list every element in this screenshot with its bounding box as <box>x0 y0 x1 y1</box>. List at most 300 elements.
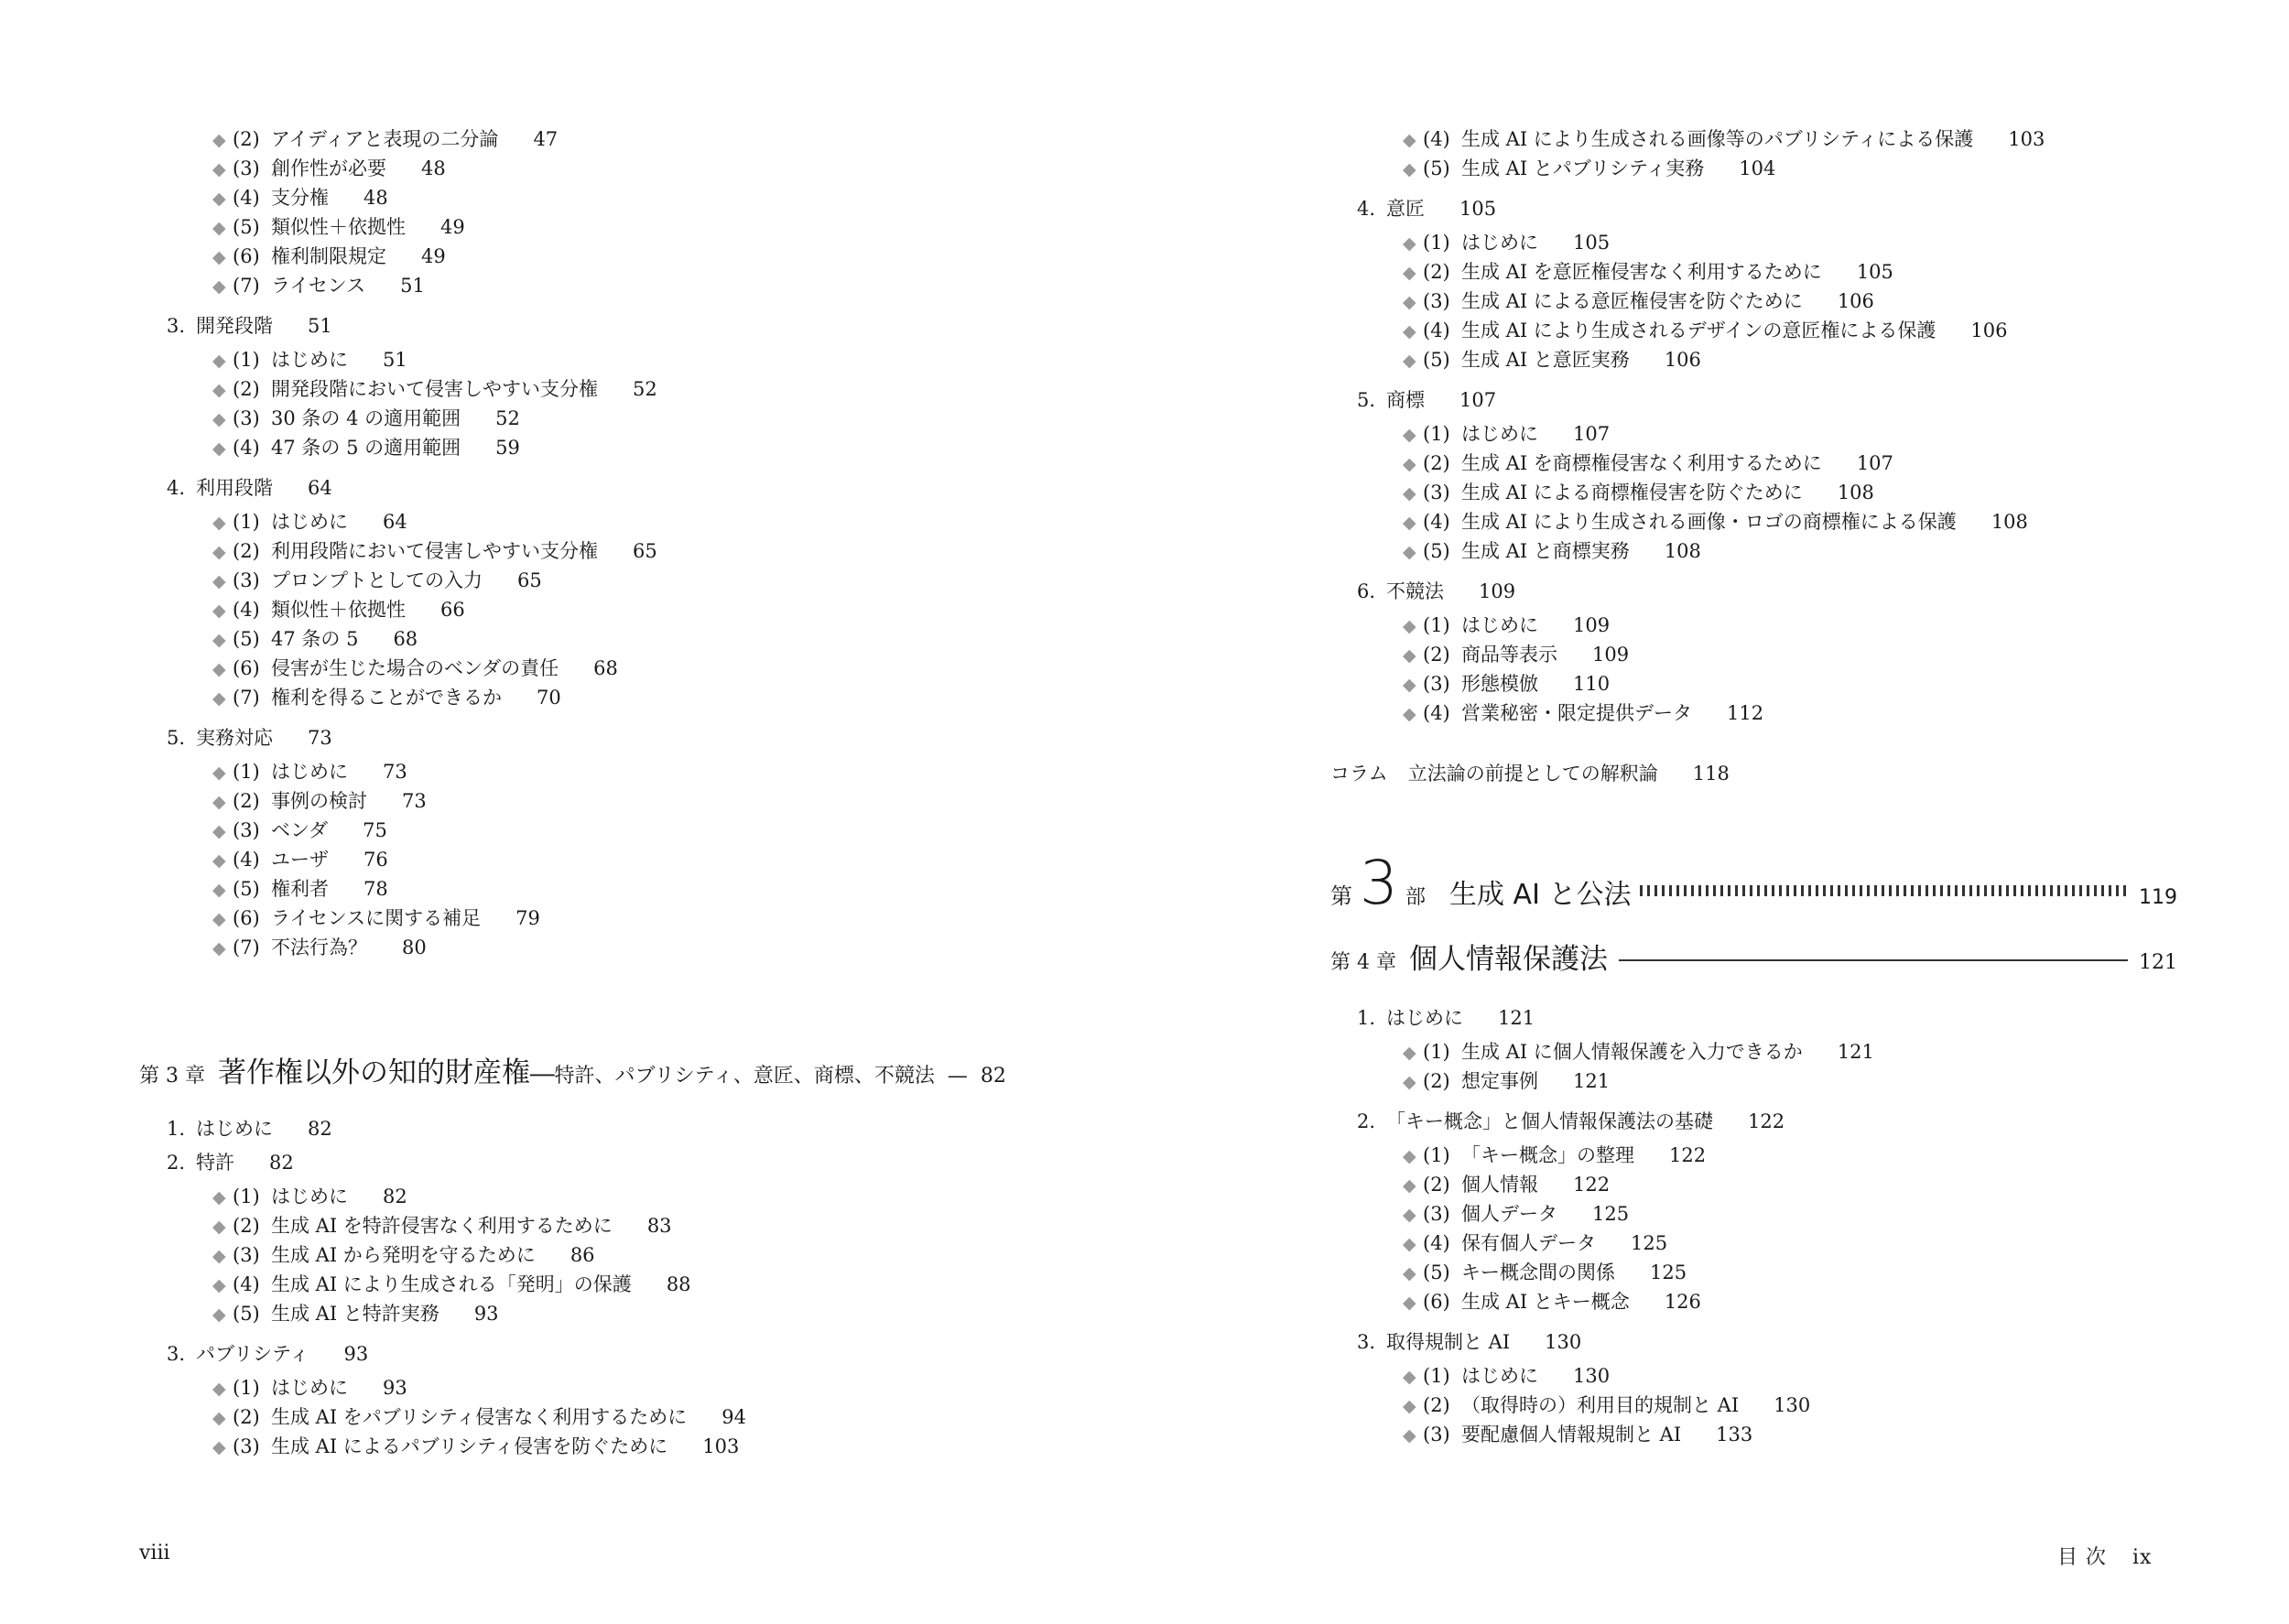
entry-page-number: 121 <box>1573 1070 1611 1092</box>
toc-subsection-entry <box>1403 1172 1610 1198</box>
entry-number: (4) <box>233 599 260 621</box>
entry-number: (5) <box>233 216 260 238</box>
toc-subsection-entry <box>212 1272 691 1298</box>
part-dot-leader <box>1640 885 2130 896</box>
diamond-bullet-icon: ◆ <box>1403 1293 1416 1313</box>
entry-title: 権利を得ることができるか <box>271 687 502 709</box>
entry-page-number: 109 <box>1592 644 1630 666</box>
entry-title: 開発段階 <box>196 315 273 337</box>
diamond-bullet-icon: ◆ <box>212 601 226 621</box>
diamond-bullet-icon: ◆ <box>212 513 226 533</box>
entry-page-number: 83 <box>646 1215 672 1237</box>
diamond-bullet-icon: ◆ <box>212 1217 226 1237</box>
entry-number: 4. <box>1357 198 1376 220</box>
toc-subsection-entry <box>212 376 657 403</box>
entry-title: 30 条の 4 の適用範囲 <box>271 407 461 429</box>
entry-title: はじめに <box>271 761 348 783</box>
chapter-dash: — <box>947 1065 968 1088</box>
column-entry <box>1330 761 1730 786</box>
entry-page-number: 75 <box>363 819 387 841</box>
entry-page-number: 48 <box>421 157 446 179</box>
toc-subsection-entry <box>1403 1422 1752 1448</box>
entry-number: 2. <box>167 1152 186 1174</box>
entry-page-number: 52 <box>495 407 520 429</box>
entry-page-number: 104 <box>1739 157 1776 179</box>
entry-title: はじめに <box>1461 423 1538 445</box>
entry-page-number: 82 <box>383 1186 407 1207</box>
entry-number: 4. <box>167 477 186 499</box>
entry-number: (6) <box>233 907 260 929</box>
diamond-bullet-icon: ◆ <box>212 247 226 267</box>
entry-title: はじめに <box>1461 1365 1538 1387</box>
toc-subsection-entry <box>212 1213 672 1240</box>
entry-title: 生成 AI をパブリシティ侵害なく利用するために <box>271 1406 688 1428</box>
entry-page-number: 110 <box>1573 673 1611 695</box>
entry-page-number: 73 <box>402 790 427 812</box>
entry-page-number: 105 <box>1459 198 1497 220</box>
entry-title: 不競法 <box>1386 580 1444 602</box>
entry-number: 3. <box>1357 1331 1376 1353</box>
toc-section-entry <box>167 475 332 501</box>
toc-subsection-entry <box>212 126 558 153</box>
toc-subsection-entry <box>1403 318 2007 344</box>
entry-number: (3) <box>233 569 260 591</box>
entry-page-number: 73 <box>308 727 332 749</box>
toc-subsection-entry <box>1403 421 1610 448</box>
entry-page-number: 133 <box>1716 1424 1753 1445</box>
toc-subsection-entry <box>1403 156 1775 182</box>
entry-number: (2) <box>233 128 260 150</box>
entry-page-number: 121 <box>1837 1041 1874 1063</box>
column-page: 118 <box>1692 763 1730 785</box>
diamond-bullet-icon: ◆ <box>1403 130 1416 150</box>
toc-subsection-entry <box>212 538 657 565</box>
toc-subsection-entry <box>212 214 465 241</box>
entry-page-number: 49 <box>440 216 465 238</box>
entry-title: 生成 AI により生成される画像・ロゴの商標権による保護 <box>1461 511 1957 533</box>
diamond-bullet-icon: ◆ <box>1403 1263 1416 1283</box>
entry-page-number: 130 <box>1774 1394 1811 1416</box>
entry-title: 生成 AI とパブリシティ実務 <box>1461 157 1705 179</box>
diamond-bullet-icon: ◆ <box>1403 1146 1416 1166</box>
entry-title: 47 条の 5 <box>271 628 359 650</box>
toc-subsection-entry <box>212 1375 407 1402</box>
entry-title: 生成 AI による商標権侵害を防ぐために <box>1461 482 1803 503</box>
toc-subsection-entry <box>212 244 446 270</box>
entry-page-number: 106 <box>1837 290 1874 312</box>
toc-subsection-entry <box>212 876 388 903</box>
entry-page-number: 105 <box>1573 232 1611 254</box>
diamond-bullet-icon: ◆ <box>212 1305 226 1325</box>
entry-number: (1) <box>233 1377 260 1399</box>
diamond-bullet-icon: ◆ <box>212 438 226 459</box>
chapter-label: 第 3 章 <box>139 1065 205 1088</box>
toc-subsection-entry <box>212 435 520 461</box>
entry-page-number: 93 <box>343 1343 369 1365</box>
chapter-3-heading <box>139 1049 1006 1090</box>
diamond-bullet-icon: ◆ <box>212 276 226 297</box>
toc-subsection-entry <box>212 1184 407 1210</box>
entry-page-number: 52 <box>633 378 657 400</box>
toc-subsection-entry <box>212 817 387 844</box>
toc-subsection-entry <box>212 185 388 211</box>
entry-number: (6) <box>233 245 260 267</box>
entry-page-number: 106 <box>1970 319 2008 341</box>
entry-page-number: 64 <box>308 477 332 499</box>
toc-subsection-entry <box>212 347 407 374</box>
entry-number: (3) <box>233 157 260 179</box>
diamond-bullet-icon: ◆ <box>212 1275 226 1295</box>
toc-subsection-entry <box>212 759 407 785</box>
entry-title: ユーザ <box>271 849 329 871</box>
entry-title: はじめに <box>1386 1007 1463 1029</box>
diamond-bullet-icon: ◆ <box>1403 645 1416 666</box>
chapter-rule <box>1619 959 2128 961</box>
entry-number: (2) <box>233 1406 260 1428</box>
entry-number: (5) <box>233 878 260 900</box>
entry-number: (1) <box>1423 232 1450 254</box>
diamond-bullet-icon: ◆ <box>1403 704 1416 724</box>
entry-page-number: 108 <box>1837 482 1874 503</box>
entry-number: (2) <box>1423 644 1450 666</box>
toc-subsection-entry <box>212 905 540 932</box>
diamond-bullet-icon: ◆ <box>1403 1175 1416 1196</box>
diamond-bullet-icon: ◆ <box>212 909 226 929</box>
entry-page-number: 70 <box>537 687 561 709</box>
entry-title: 類似性＋依拠性 <box>271 599 406 621</box>
toc-subsection-entry <box>212 626 418 653</box>
entry-number: (7) <box>233 687 260 709</box>
diamond-bullet-icon: ◆ <box>212 542 226 562</box>
entry-page-number: 51 <box>308 315 332 337</box>
toc-subsection-entry <box>212 273 425 299</box>
toc-section-entry <box>167 1341 368 1367</box>
entry-number: (1) <box>233 761 260 783</box>
diamond-bullet-icon: ◆ <box>212 763 226 783</box>
chapter-label: 第 4 章 <box>1330 951 1396 974</box>
entry-page-number: 68 <box>393 628 418 650</box>
toc-subsection-entry <box>212 597 465 623</box>
diamond-bullet-icon: ◆ <box>1403 1205 1416 1225</box>
diamond-bullet-icon: ◆ <box>212 688 226 709</box>
entry-title: プロンプトとしての入力 <box>271 569 483 591</box>
toc-subsection-entry <box>1403 1142 1706 1169</box>
diamond-bullet-icon: ◆ <box>1403 351 1416 371</box>
toc-subsection-entry <box>212 655 618 682</box>
diamond-bullet-icon: ◆ <box>212 571 226 591</box>
entry-number: (1) <box>1423 1144 1450 1166</box>
entry-number: (7) <box>233 937 260 958</box>
entry-title: 開発段階において侵害しやすい支分権 <box>271 378 598 400</box>
entry-title: アイディアと表現の二分論 <box>271 128 499 150</box>
folio-title: 目 次 <box>2057 1546 2107 1569</box>
entry-title: はじめに <box>1461 232 1538 254</box>
entry-title: 個人データ <box>1461 1203 1557 1225</box>
entry-title: 生成 AI を特許侵害なく利用するために <box>271 1215 613 1237</box>
entry-title: 想定事例 <box>1461 1070 1538 1092</box>
entry-title: 「キー概念」と個人情報保護法の基礎 <box>1386 1110 1713 1132</box>
diamond-bullet-icon: ◆ <box>212 659 226 679</box>
entry-title: 「キー概念」の整理 <box>1461 1144 1634 1166</box>
entry-number: (2) <box>1423 1174 1450 1196</box>
entry-number: (3) <box>233 1435 260 1457</box>
chapter-page: 82 <box>980 1065 1006 1088</box>
toc-subsection-entry <box>212 1404 746 1431</box>
diamond-bullet-icon: ◆ <box>1403 159 1416 179</box>
entry-number: (4) <box>1423 128 1450 150</box>
entry-title: 類似性＋依拠性 <box>271 216 406 238</box>
entry-number: (5) <box>1423 349 1450 371</box>
part-number: 3 <box>1360 848 1398 918</box>
entry-page-number: 107 <box>1459 389 1497 411</box>
diamond-bullet-icon: ◆ <box>1403 263 1416 283</box>
entry-page-number: 93 <box>383 1377 407 1399</box>
entry-title: キー概念間の関係 <box>1461 1261 1615 1283</box>
entry-number: 1. <box>167 1118 186 1140</box>
entry-number: (7) <box>233 275 260 297</box>
right-page <box>1144 0 2289 1624</box>
entry-title: 支分権 <box>271 187 329 209</box>
entry-page-number: 82 <box>308 1118 332 1140</box>
entry-number: (1) <box>233 1186 260 1207</box>
entry-page-number: 105 <box>1856 261 1893 283</box>
entry-title: 要配慮個人情報規制と AI <box>1461 1424 1682 1445</box>
entry-number: 3. <box>167 315 186 337</box>
entry-page-number: 94 <box>721 1406 747 1428</box>
entry-page-number: 78 <box>363 878 388 900</box>
entry-number: 3. <box>167 1343 186 1365</box>
entry-title: 商品等表示 <box>1461 644 1557 666</box>
entry-page-number: 126 <box>1664 1291 1701 1313</box>
entry-title: はじめに <box>196 1118 273 1140</box>
entry-title: 保有個人データ <box>1461 1232 1596 1254</box>
diamond-bullet-icon: ◆ <box>212 1408 226 1428</box>
toc-subsection-entry <box>212 847 388 873</box>
entry-page-number: 108 <box>1991 511 2028 533</box>
toc-subsection-entry <box>1403 450 1893 477</box>
entry-page-number: 65 <box>517 569 542 591</box>
toc-section-entry <box>1357 387 1496 413</box>
toc-subsection-entry <box>1403 700 1763 727</box>
entry-page-number: 59 <box>495 437 520 459</box>
entry-title: 不法行為？ <box>271 937 367 958</box>
entry-title: 事例の検討 <box>271 790 367 812</box>
toc-subsection-entry <box>1403 480 1874 506</box>
diamond-bullet-icon: ◆ <box>212 159 226 179</box>
column-title: 立法論の前提としての解釈論 <box>1407 763 1658 785</box>
entry-title: 生成 AI と特許実務 <box>271 1303 439 1325</box>
entry-number: (5) <box>233 628 260 650</box>
entry-number: (2) <box>1423 261 1450 283</box>
entry-title: 生成 AI と商標実務 <box>1461 540 1630 562</box>
part-suffix: 部 <box>1405 886 1427 909</box>
toc-section-entry <box>167 1116 332 1142</box>
entry-page-number: 107 <box>1573 423 1611 445</box>
entry-number: (1) <box>1423 423 1450 445</box>
entry-title: 生成 AI により生成されるデザインの意匠権による保護 <box>1461 319 1936 341</box>
entry-number: (5) <box>233 1303 260 1325</box>
diamond-bullet-icon: ◆ <box>212 1187 226 1207</box>
entry-page-number: 109 <box>1479 580 1516 602</box>
diamond-bullet-icon: ◆ <box>1403 1234 1416 1254</box>
entry-page-number: 103 <box>702 1435 740 1457</box>
entry-title: ベンダ <box>271 819 329 841</box>
toc-subsection-entry <box>1403 1068 1610 1095</box>
diamond-bullet-icon: ◆ <box>212 1379 226 1399</box>
entry-page-number: 88 <box>666 1273 691 1295</box>
entry-page-number: 47 <box>533 128 559 150</box>
entry-number: (1) <box>1423 1365 1450 1387</box>
entry-title: 実務対応 <box>196 727 273 749</box>
entry-number: (1) <box>1423 1041 1450 1063</box>
entry-page-number: 80 <box>402 937 427 958</box>
toc-section-entry <box>167 725 332 751</box>
entry-number: (3) <box>1423 1203 1450 1225</box>
entry-page-number: 64 <box>383 511 407 533</box>
entry-page-number: 130 <box>1545 1331 1582 1353</box>
diamond-bullet-icon: ◆ <box>1403 1043 1416 1063</box>
entry-title: ライセンス <box>271 275 366 297</box>
entry-number: (4) <box>1423 319 1450 341</box>
diamond-bullet-icon: ◆ <box>1403 513 1416 533</box>
diamond-bullet-icon: ◆ <box>1403 542 1416 562</box>
diamond-bullet-icon: ◆ <box>1403 233 1416 254</box>
entry-title: パブリシティ <box>196 1343 309 1365</box>
entry-number: (3) <box>233 819 260 841</box>
entry-page-number: 125 <box>1592 1203 1630 1225</box>
diamond-bullet-icon: ◆ <box>212 351 226 371</box>
toc-subsection-entry <box>1403 1289 1701 1315</box>
entry-title: 生成 AI によるパブリシティ侵害を防ぐために <box>271 1435 668 1457</box>
diamond-bullet-icon: ◆ <box>212 880 226 900</box>
entry-number: (4) <box>1423 1232 1450 1254</box>
column-label: コラム <box>1330 763 1388 785</box>
entry-number: (2) <box>233 378 260 400</box>
part-prefix: 第 <box>1330 883 1352 909</box>
entry-number: (6) <box>233 657 260 679</box>
diamond-bullet-icon: ◆ <box>212 630 226 650</box>
entry-title: 商標 <box>1386 389 1425 411</box>
entry-page-number: 68 <box>593 657 618 679</box>
entry-title: 生成 AI により生成される「発明」の保護 <box>271 1273 632 1295</box>
entry-title: はじめに <box>271 1377 348 1399</box>
entry-title: 権利制限規定 <box>271 245 386 267</box>
chapter-4-heading <box>1330 936 2177 977</box>
diamond-bullet-icon: ◆ <box>212 821 226 841</box>
entry-title: 生成 AI を意匠権侵害なく利用するために <box>1461 261 1822 283</box>
entry-number: (6) <box>1423 1291 1450 1313</box>
diamond-bullet-icon: ◆ <box>1403 292 1416 312</box>
chapter-title: 個人情報保護法 <box>1408 943 1608 976</box>
toc-subsection-entry <box>212 1434 739 1460</box>
toc-subsection-entry <box>1403 1039 1874 1066</box>
diamond-bullet-icon: ◆ <box>1403 483 1416 503</box>
entry-number: (2) <box>1423 1070 1450 1092</box>
entry-number: (1) <box>233 511 260 533</box>
entry-number: (2) <box>233 540 260 562</box>
entry-title: はじめに <box>271 349 348 371</box>
entry-title: 創作性が必要 <box>271 157 386 179</box>
entry-number: 5. <box>167 727 186 749</box>
entry-number: (3) <box>233 1244 260 1266</box>
part-title: 生成 AI と公法 <box>1449 879 1632 911</box>
entry-number: (2) <box>233 1215 260 1237</box>
entry-number: (5) <box>1423 1261 1450 1283</box>
diamond-bullet-icon: ◆ <box>1403 425 1416 445</box>
entry-title: 生成 AI により生成される画像等のパブリシティによる保護 <box>1461 128 1974 150</box>
entry-number: (3) <box>1423 673 1450 695</box>
entry-page-number: 130 <box>1573 1365 1611 1387</box>
diamond-bullet-icon: ◆ <box>212 218 226 238</box>
entry-title: 生成 AI を商標権侵害なく利用するために <box>1461 452 1822 474</box>
entry-title: 生成 AI による意匠権侵害を防ぐために <box>1461 290 1803 312</box>
toc-subsection-entry <box>212 568 542 594</box>
entry-title: 特許 <box>196 1152 234 1174</box>
entry-page-number: 51 <box>383 349 407 371</box>
entry-page-number: 73 <box>383 761 407 783</box>
diamond-bullet-icon: ◆ <box>212 1246 226 1266</box>
toc-subsection-entry <box>1403 509 2028 536</box>
entry-page-number: 122 <box>1669 1144 1707 1166</box>
diamond-bullet-icon: ◆ <box>212 380 226 400</box>
toc-section-entry <box>1357 196 1496 222</box>
entry-title: はじめに <box>271 511 348 533</box>
entry-title: 生成 AI に個人情報保護を入力できるか <box>1461 1041 1803 1063</box>
entry-title: 生成 AI とキー概念 <box>1461 1291 1630 1313</box>
entry-title: （取得時の）利用目的規制と AI <box>1461 1394 1740 1416</box>
chapter-subtitle: ──特許、パブリシティ、意匠、商標、不競法 <box>529 1065 935 1088</box>
toc-subsection-entry <box>212 935 427 961</box>
entry-title: 利用段階において侵害しやすい支分権 <box>271 540 598 562</box>
diamond-bullet-icon: ◆ <box>212 938 226 958</box>
toc-subsection-entry <box>1403 1392 1810 1419</box>
toc-subsection-entry <box>1403 126 2045 153</box>
entry-number: (3) <box>1423 1424 1450 1445</box>
entry-number: (2) <box>1423 452 1450 474</box>
entry-page-number: 107 <box>1856 452 1893 474</box>
diamond-bullet-icon: ◆ <box>212 792 226 812</box>
entry-title: 形態模倣 <box>1461 673 1538 695</box>
toc-subsection-entry <box>1403 288 1874 315</box>
entry-title: ライセンスに関する補足 <box>271 907 482 929</box>
toc-section-entry <box>167 1150 294 1175</box>
entry-title: 権利者 <box>271 878 329 900</box>
toc-subsection-entry <box>1403 538 1701 565</box>
toc-subsection-entry <box>1403 612 1610 639</box>
entry-page-number: 122 <box>1748 1110 1785 1132</box>
entry-number: (1) <box>1423 614 1450 636</box>
diamond-bullet-icon: ◆ <box>1403 1396 1416 1416</box>
entry-number: (4) <box>1423 702 1450 724</box>
toc-section-entry <box>1357 1329 1581 1355</box>
entry-number: 5. <box>1357 389 1376 411</box>
diamond-bullet-icon: ◆ <box>1403 675 1416 695</box>
diamond-bullet-icon: ◆ <box>212 130 226 150</box>
entry-number: 1. <box>1357 1007 1376 1029</box>
entry-page-number: 66 <box>440 599 465 621</box>
entry-page-number: 121 <box>1498 1007 1535 1029</box>
entry-page-number: 82 <box>269 1152 294 1174</box>
toc-subsection-entry <box>1403 1230 1667 1257</box>
toc-subsection-entry <box>212 1242 595 1269</box>
entry-page-number: 76 <box>363 849 388 871</box>
entry-title: 生成 AI から発明を守るために <box>271 1244 536 1266</box>
entry-number: (5) <box>1423 157 1450 179</box>
entry-number: (2) <box>233 790 260 812</box>
toc-section-entry <box>1357 579 1515 604</box>
diamond-bullet-icon: ◆ <box>212 1437 226 1457</box>
page-folio-left: viii <box>139 1542 170 1564</box>
